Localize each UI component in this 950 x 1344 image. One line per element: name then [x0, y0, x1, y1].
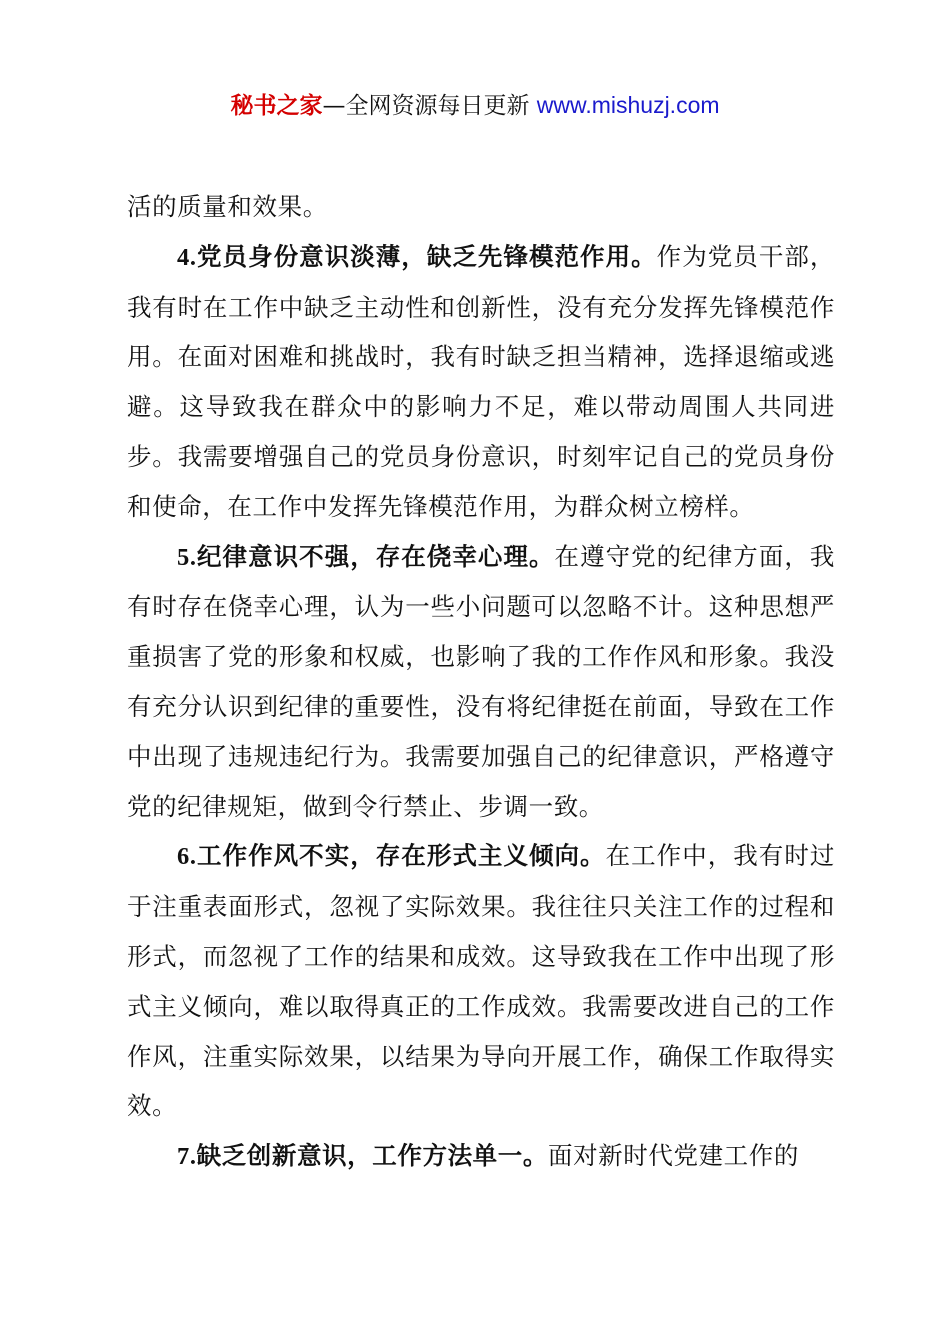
site-url[interactable]: www.mishuzj.com — [536, 92, 720, 118]
paragraph-text: 面对新时代党建工作的 — [547, 1141, 799, 1171]
paragraph-continuation — [127, 182, 835, 232]
page-header — [0, 88, 950, 123]
item-heading: 党员身份意识淡薄，缺乏先锋模范作用。 — [196, 241, 657, 271]
document-body — [127, 182, 835, 1182]
paragraph-text: 在遵守党的纪律方面，我有时存在侥幸心理，认为一些小问题可以忽略不计。这种思想严重损害了党的形象和权威，也影响了我的工作作风和形象。我没有充分认识到纪律的重要性，没有将纪律挺在前面，导致在工作中出现了违规违纪行为。我需要加强自己的纪律意识，严格遵守党的纪律规矩，做到令行禁止、步调一致。 — [127, 541, 835, 821]
header-tagline: —全网资源每日更新 — [322, 93, 537, 119]
paragraph-item-6 — [127, 831, 835, 1131]
item-number: 6. — [177, 843, 197, 871]
paragraph-item-4 — [127, 232, 835, 532]
item-number: 4. — [177, 243, 197, 271]
item-heading: 工作作风不实，存在形式主义倾向。 — [196, 841, 606, 871]
paragraph-item-5 — [127, 532, 835, 832]
brand-name: 秘书之家 — [230, 93, 323, 119]
paragraph-text: 活的质量和效果。 — [127, 192, 328, 221]
paragraph-text: 作为党员干部，我有时在工作中缺乏主动性和创新性，没有充分发挥先锋模范作用。在面对困难和挑战时，我有时缺乏担当精神，选择退缩或逃避。这导致我在群众中的影响力不足，难以带动周围人共同进步。我需要增强自己的党员身份意识，时刻牢记自己的党员身份和使命，在工作中发挥先锋模范作用，为群众树立榜样。 — [127, 241, 835, 521]
item-heading: 纪律意识不强，存在侥幸心理。 — [196, 541, 555, 571]
item-number: 7. — [177, 1143, 197, 1171]
paragraph-text: 在工作中，我有时过于注重表面形式，忽视了实际效果。我往往只关注工作的过程和形式，而忽视了工作的结果和成效。这导致我在工作中出现了形式主义倾向，难以取得真正的工作成效。我需要改进自己的工作作风，注重实际效果，以结果为导向开展工作，确保工作取得实效。 — [127, 841, 835, 1121]
item-number: 5. — [177, 543, 197, 571]
paragraph-item-7 — [127, 1131, 835, 1182]
item-heading: 缺乏创新意识，工作方法单一。 — [196, 1141, 548, 1171]
